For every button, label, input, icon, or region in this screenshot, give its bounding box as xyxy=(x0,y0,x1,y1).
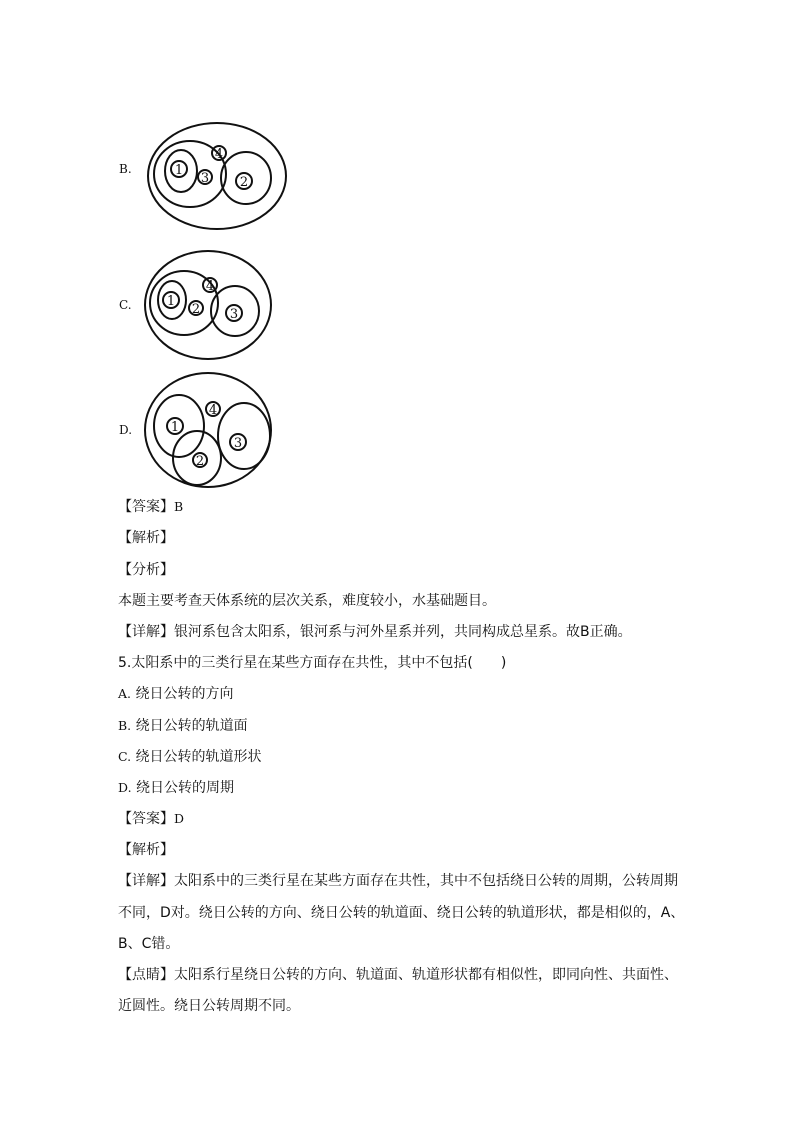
outer-circle xyxy=(145,373,271,487)
label-4: 4 xyxy=(214,147,224,162)
option-text: 绕日公转的轨道形状 xyxy=(135,749,262,765)
option-letter: D. xyxy=(118,780,132,795)
q5-dianjing-line-2: 近圆性。绕日公转周期不同。 xyxy=(118,998,300,1014)
q5-analysis-tag: 【解析】 xyxy=(118,842,174,858)
outer-circle xyxy=(148,123,286,229)
q5-detail-line-2: 不同，D对。绕日公转的方向、绕日公转的轨道面、绕日公转的轨道形状，都是相似的，A、 xyxy=(118,905,685,921)
q5-option-a xyxy=(118,684,233,704)
label-1: 1 xyxy=(170,420,180,435)
option-letter: A. xyxy=(118,686,132,701)
q4-detail xyxy=(118,622,632,642)
label-4: 4 xyxy=(208,403,218,418)
q5-option-c xyxy=(118,747,262,767)
option-b-label: B. xyxy=(119,162,132,176)
diagram-option-c xyxy=(142,247,274,362)
detail-text: 银河系包含太阳系，银河系与河外星系并列，共同构成总星系。故B正确。 xyxy=(174,624,632,640)
diagram-option-d xyxy=(142,370,274,490)
option-d-label: D. xyxy=(119,423,133,437)
label-2: 2 xyxy=(239,175,249,190)
answer-value: B xyxy=(174,499,184,514)
q5-question: 5.太阳系中的三类行星在某些方面存在共性，其中不包括( ) xyxy=(118,655,507,671)
q5-option-b xyxy=(118,716,248,736)
label-3: 3 xyxy=(200,171,210,186)
label-3: 3 xyxy=(233,436,243,451)
label-3: 3 xyxy=(229,307,239,322)
q4-answer xyxy=(118,497,183,517)
q4-analysis-tag: 【解析】 xyxy=(118,530,174,546)
answer-value: D xyxy=(174,811,185,826)
option-text: 绕日公转的轨道面 xyxy=(135,718,248,734)
label-1: 1 xyxy=(174,163,184,178)
label-2: 2 xyxy=(191,302,201,317)
dianjing-text: 太阳系行星绕日公转的方向、轨道面、轨道形状都有相似性，即同向性、共面性、 xyxy=(174,967,678,983)
label-1: 1 xyxy=(166,294,176,309)
label-2: 2 xyxy=(195,454,205,469)
option-letter: C. xyxy=(118,749,132,764)
answer-tag: 【答案】 xyxy=(118,499,174,515)
q5-answer xyxy=(118,809,184,829)
option-text: 绕日公转的方向 xyxy=(135,686,234,702)
detail-tag: 【详解】 xyxy=(118,873,174,889)
q5-detail-line-1 xyxy=(118,871,678,891)
option-c-label: C. xyxy=(119,298,132,312)
q4-fenxi-tag: 【分析】 xyxy=(118,562,174,578)
detail-text: 太阳系中的三类行星在某些方面存在共性，其中不包括绕日公转的周期，公转周期 xyxy=(174,873,678,889)
option-text: 绕日公转的周期 xyxy=(136,780,235,796)
detail-tag: 【详解】 xyxy=(118,624,174,640)
q4-fenxi-text: 本题主要考查天体系统的层次关系，难度较小，水基础题目。 xyxy=(118,593,496,609)
option-letter: B. xyxy=(118,718,132,733)
q5-detail-line-3: B、C错。 xyxy=(118,936,180,952)
answer-tag: 【答案】 xyxy=(118,811,174,827)
dianjing-tag: 【点睛】 xyxy=(118,967,174,983)
diagram-option-b xyxy=(145,120,290,232)
q5-option-d xyxy=(118,778,234,798)
label-4: 4 xyxy=(205,279,215,294)
q5-dianjing-line-1 xyxy=(118,965,678,985)
